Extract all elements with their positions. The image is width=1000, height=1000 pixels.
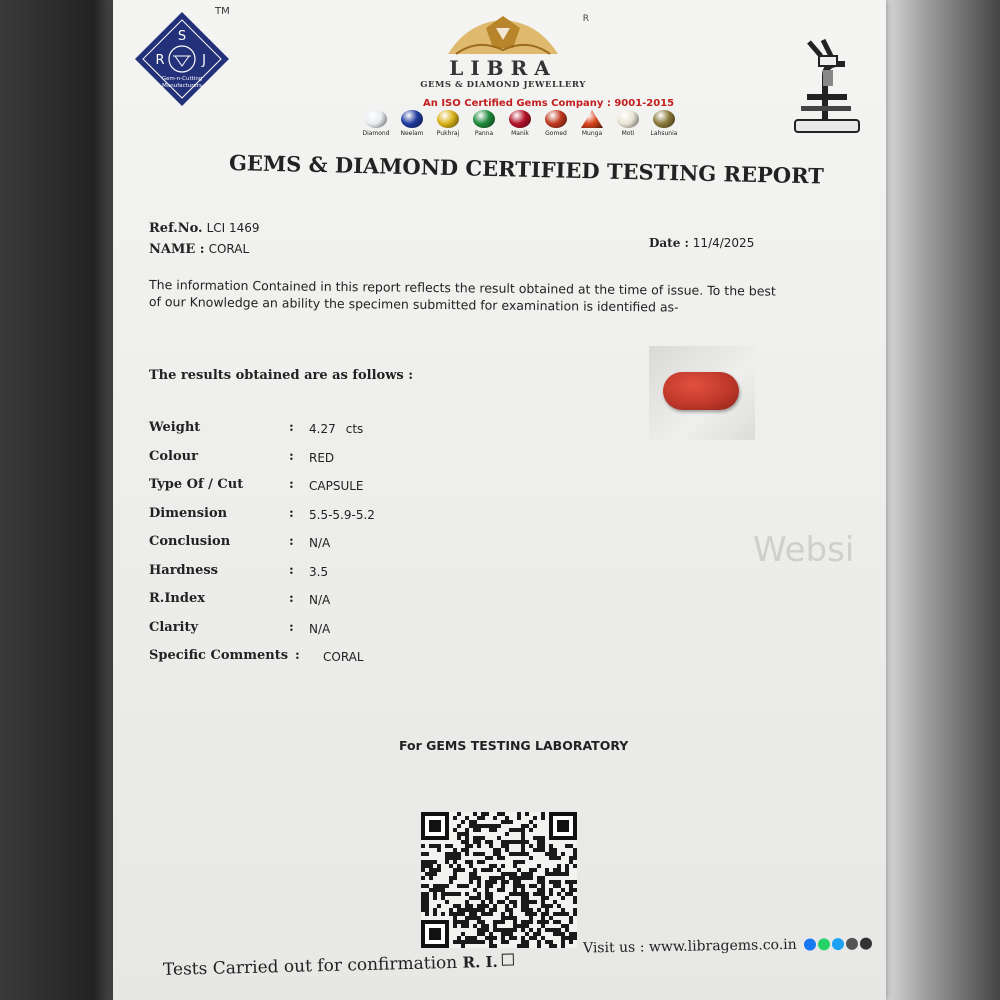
website-line — [583, 935, 872, 956]
gem-moti-icon — [617, 110, 639, 128]
social-icons — [804, 937, 872, 950]
date-label: Date : — [649, 236, 689, 250]
srj-logo — [133, 6, 231, 108]
tests-text: Tests Carried out for confirmation — [162, 952, 458, 980]
gem-item — [613, 110, 643, 137]
date-value: 11/4/2025 — [692, 236, 755, 250]
date-block — [649, 236, 754, 250]
result-key: Conclusion — [149, 534, 231, 549]
qr-code[interactable] — [421, 812, 577, 948]
srj-letter-r: R — [155, 53, 165, 68]
result-value-text: 4.27 — [309, 422, 336, 436]
lab-signature-line: For GEMS TESTING LABORATORY — [399, 738, 629, 753]
background-left — [0, 0, 118, 1000]
name-label: NAME : — [149, 242, 205, 257]
intro-text: The information Contained in this report reflects the result obtained at the time of issue. To the best of our Knowledge an ability the specimen submitted for examination is identified as- — [148, 277, 776, 315]
result-separator: : — [289, 448, 294, 464]
gem-label: Manik — [511, 130, 529, 137]
social-icon[interactable] — [846, 938, 858, 950]
result-unit: cts — [345, 422, 364, 436]
gem-item — [469, 110, 499, 137]
show-through-text: Websi — [753, 530, 855, 570]
gem-item — [361, 110, 391, 137]
gem-item — [649, 110, 679, 137]
name-value: CORAL — [208, 242, 250, 256]
iso-certification: An ISO Certified Gems Company : 9001-2015 — [423, 98, 675, 109]
result-key: Clarity — [149, 619, 199, 635]
gem-item — [505, 110, 535, 137]
gem-manik-icon — [509, 110, 531, 128]
result-separator: : — [289, 420, 294, 435]
social-icon[interactable] — [832, 938, 844, 950]
gem-label: Diamond — [362, 130, 390, 137]
result-key: Colour — [149, 448, 198, 464]
result-value-text: RED — [309, 450, 335, 465]
social-icon[interactable] — [860, 937, 872, 949]
gem-label: Gomed — [545, 130, 567, 137]
result-value — [309, 593, 330, 607]
result-key: Dimension — [149, 505, 228, 521]
ref-value: LCI 1469 — [206, 221, 260, 235]
result-key: Hardness — [149, 562, 219, 578]
gem-neelam-icon — [401, 110, 423, 128]
gem-label: Pukhraj — [436, 130, 460, 137]
ref-label: Ref.No. — [149, 221, 203, 236]
result-value-text: N/A — [309, 536, 331, 550]
result-key: Specific Comments — [149, 648, 289, 663]
ri-checkbox[interactable] — [502, 953, 514, 965]
trademark-mark: TM — [215, 6, 230, 17]
result-separator: : — [289, 619, 294, 635]
result-value — [309, 536, 330, 550]
result-value — [323, 650, 364, 664]
gem-label: Neelam — [400, 130, 424, 137]
website-text: Visit us : www.libragems.co.in — [582, 936, 797, 957]
results-heading: The results obtained are as follows : — [149, 368, 414, 383]
gem-label: Munga — [581, 130, 603, 137]
gem-label: Lahsunia — [650, 130, 678, 137]
srj-letter-s: S — [177, 29, 187, 44]
gem-strip — [361, 110, 679, 137]
coral-stone-image — [663, 372, 739, 410]
report-title: GEMS & DIAMOND CERTIFIED TESTING REPORT — [228, 150, 825, 189]
gem-item — [541, 110, 571, 137]
result-key: R.Index — [149, 591, 205, 606]
gem-diamond-icon — [365, 110, 387, 128]
srj-letter-j: J — [202, 53, 206, 68]
brand-name: LIBRA — [449, 56, 557, 80]
result-separator: : — [289, 505, 294, 521]
gem-label: Panna — [474, 130, 494, 137]
gem-munga-icon — [581, 110, 603, 128]
gem-gomed-icon — [545, 110, 567, 128]
gem-label: Moti — [621, 130, 635, 137]
result-value-text: CAPSULE — [309, 479, 364, 493]
gem-item — [433, 110, 463, 137]
background-right — [882, 0, 1000, 1000]
brand-subtitle: GEMS & DIAMOND JEWELLERY — [420, 80, 586, 90]
result-value — [309, 565, 328, 579]
result-value-text: N/A — [309, 593, 331, 607]
result-value-text: 3.5 — [309, 564, 329, 579]
gem-lahsunia-icon — [653, 110, 675, 128]
result-separator: : — [289, 591, 294, 606]
gem-panna-icon — [473, 110, 495, 128]
crown-emblem-icon — [438, 14, 568, 58]
certificate-paper — [113, 0, 886, 1000]
result-key: Weight — [149, 420, 201, 435]
reference-block — [149, 218, 260, 260]
social-icon[interactable] — [804, 938, 816, 950]
result-separator: : — [289, 477, 294, 492]
social-icon[interactable] — [818, 938, 830, 950]
result-separator: : — [289, 534, 294, 549]
result-value-text: CORAL — [323, 650, 364, 664]
result-value — [309, 622, 330, 636]
ri-label: R. I. — [462, 952, 498, 972]
result-separator: : — [295, 648, 300, 663]
gem-pukhraj-icon — [437, 110, 459, 128]
specimen-photo — [649, 346, 755, 440]
gem-item — [397, 110, 427, 137]
result-value — [309, 451, 334, 465]
srj-caption: Gem-n-Cutting — [161, 76, 203, 82]
result-key: Type Of / Cut — [149, 477, 244, 492]
srj-caption-2: Manufacturers — [162, 83, 202, 89]
result-value — [309, 508, 375, 522]
tests-footer — [163, 951, 514, 980]
result-value — [309, 479, 364, 493]
result-separator: : — [289, 562, 294, 578]
microscope-icon — [785, 36, 865, 136]
result-value-text: N/A — [309, 621, 331, 636]
registered-mark: R — [582, 14, 589, 24]
gem-item — [577, 110, 607, 137]
result-value — [309, 422, 363, 436]
result-value-text: 5.5-5.9-5.2 — [309, 507, 375, 522]
